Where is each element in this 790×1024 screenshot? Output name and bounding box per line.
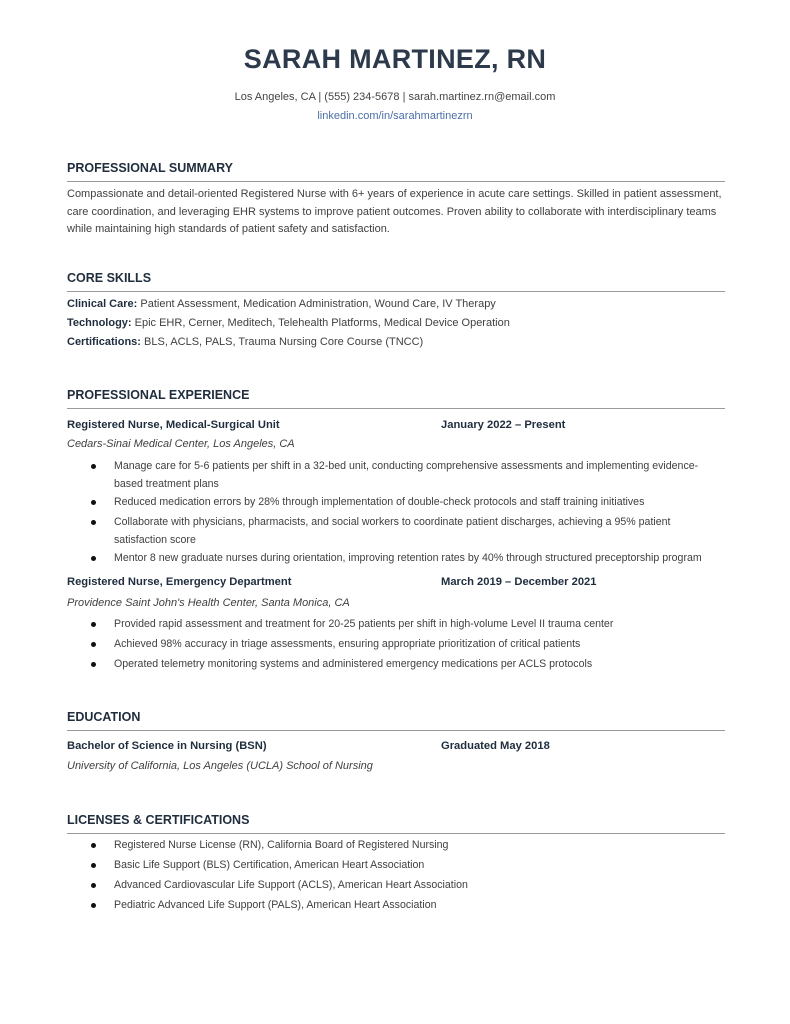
bullet-icon [91, 883, 96, 888]
bullet-icon [91, 903, 96, 908]
skill-line [67, 317, 510, 329]
bullet-icon [91, 662, 96, 667]
bullet-icon [91, 843, 96, 848]
section-divider [67, 291, 725, 292]
skill-value: BLS, ACLS, PALS, Trauma Nursing Core Course (TNCC) [140, 336, 424, 348]
job-employer: Cedars-Sinai Medical Center, Los Angeles, CA [67, 438, 295, 450]
section-divider [67, 833, 725, 834]
job-title: Registered Nurse, Emergency Department [67, 576, 292, 588]
job-bullet: Provided rapid assessment and treatment for 20-25 patients per shift in high-volume Level II trauma center [114, 618, 614, 630]
bullet-icon [91, 622, 96, 627]
license-item: Pediatric Advanced Life Support (PALS), American Heart Association [114, 899, 437, 911]
section-title-summary: PROFESSIONAL SUMMARY [67, 161, 233, 175]
bullet-icon [91, 464, 96, 469]
section-title-skills: CORE SKILLS [67, 271, 152, 285]
license-item: Registered Nurse License (RN), California Board of Registered Nursing [114, 839, 449, 851]
job-bullet: Manage care for 5-6 patients per shift in a 32-bed unit, conducting comprehensive assessments and implementing evidence-based treatment plans [114, 460, 699, 490]
bullet-icon [91, 863, 96, 868]
graduation-date: Graduated May 2018 [441, 740, 550, 752]
bullet-icon [91, 556, 96, 561]
linkedin-link[interactable]: linkedin.com/in/sarahmartinezrn [317, 110, 473, 122]
section-title-licenses: LICENSES & CERTIFICATIONS [67, 813, 250, 827]
bullet-icon [91, 642, 96, 647]
bullet-icon [91, 500, 96, 505]
skill-line [67, 336, 423, 348]
job-bullet: Achieved 98% accuracy in triage assessments, ensuring appropriate prioritization of critical patients [114, 638, 581, 650]
job-dates: March 2019 – December 2021 [441, 576, 597, 588]
candidate-name: SARAH MARTINEZ, RN [243, 44, 547, 74]
job-title: Registered Nurse, Medical-Surgical Unit [67, 419, 280, 431]
license-item: Basic Life Support (BLS) Certification, American Heart Association [114, 859, 425, 871]
school: University of California, Los Angeles (UCLA) School of Nursing [67, 760, 373, 772]
license-item: Advanced Cardiovascular Life Support (ACLS), American Heart Association [114, 879, 468, 891]
section-divider [67, 181, 725, 182]
job-employer: Providence Saint John's Health Center, Santa Monica, CA [67, 597, 350, 609]
skill-value: Patient Assessment, Medication Administration, Wound Care, IV Therapy [137, 298, 496, 310]
skill-label: Certifications: [67, 336, 141, 348]
section-divider [67, 408, 725, 409]
skill-label: Technology: [67, 317, 132, 329]
job-dates: January 2022 – Present [441, 419, 566, 431]
job-bullet: Mentor 8 new graduate nurses during orientation, improving retention rates by 40% through structured preceptorship program [114, 552, 702, 564]
section-divider [67, 730, 725, 731]
job-bullet: Reduced medication errors by 28% through implementation of double-check protocols and staff training initiatives [114, 496, 645, 508]
skill-line [67, 298, 496, 310]
job-bullet: Collaborate with physicians, pharmacists, and social workers to coordinate patient discharges, achieving a 95% patient satisfaction score [114, 516, 671, 546]
section-title-education: EDUCATION [67, 710, 141, 724]
job-bullet: Operated telemetry monitoring systems and administered emergency medications per ACLS protocols [114, 658, 593, 670]
bullet-icon [91, 520, 96, 525]
summary-text: Compassionate and detail-oriented Registered Nurse with 6+ years of experience in acute care settings. Skilled in patient assessment, care coordination, and leveraging EHR systems to improve patient outcomes. Proven ability to collaborate with interdisciplinary teams while maintaining high standards of patient safety and satisfaction. [67, 188, 722, 235]
skill-label: Clinical Care: [67, 298, 138, 310]
section-title-experience: PROFESSIONAL EXPERIENCE [67, 388, 250, 402]
skill-value: Epic EHR, Cerner, Meditech, Telehealth Platforms, Medical Device Operation [131, 317, 510, 329]
degree: Bachelor of Science in Nursing (BSN) [67, 740, 267, 752]
contact-info: Los Angeles, CA | (555) 234-5678 | sarah.martinez.rn@email.com [234, 91, 556, 103]
